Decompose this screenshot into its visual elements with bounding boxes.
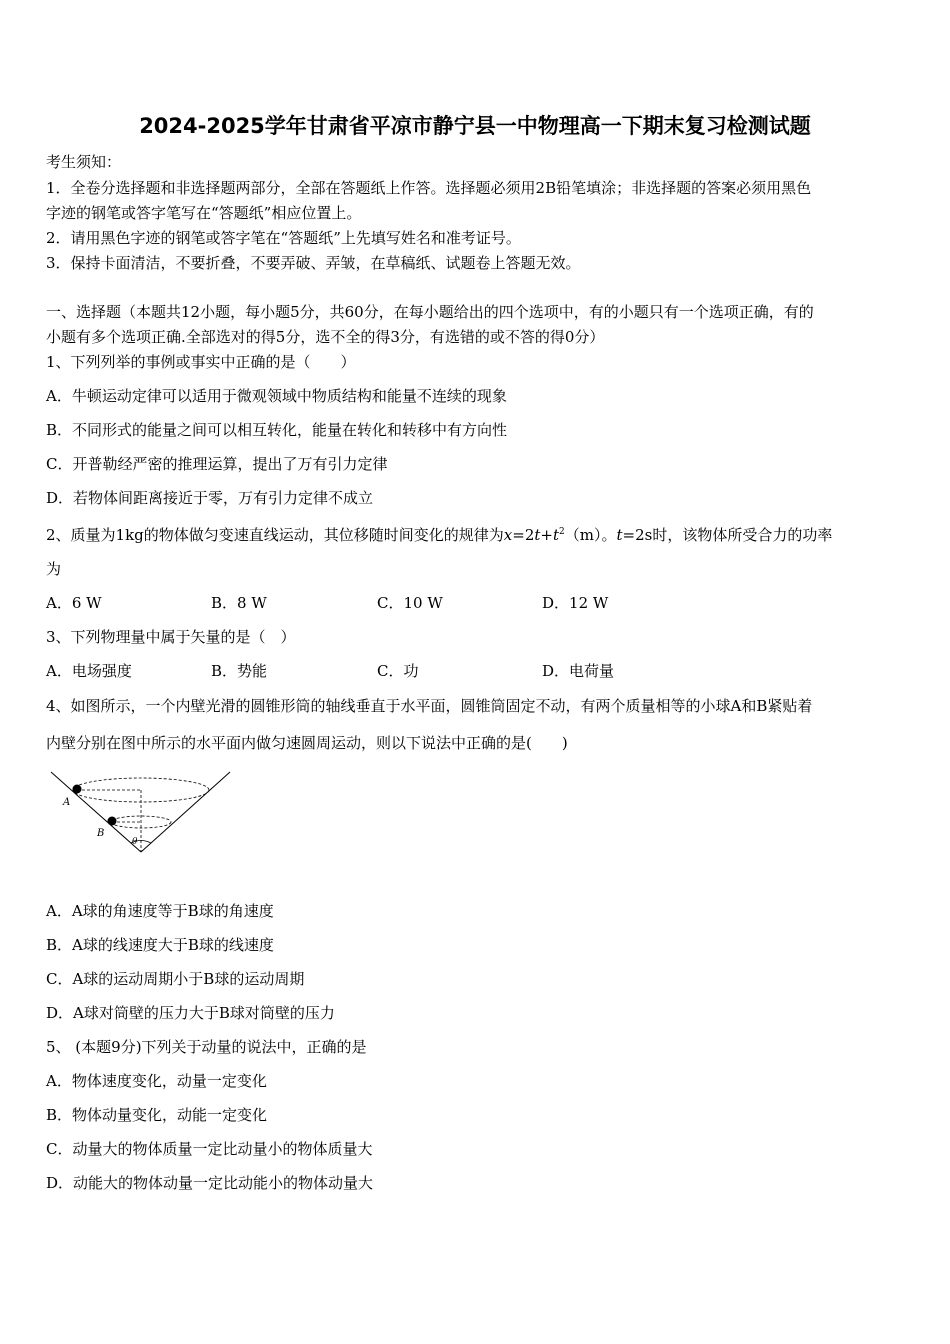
q5-option-a: A．物体速度变化，动量一定变化 (46, 1072, 267, 1090)
q3-option-a: A．电场强度 (46, 662, 132, 680)
notice-item-1a: 1．全卷分选择题和非选择题两部分，全部在答题纸上作答。选择题必须用2B铅笔填涂；非选择题的答案必须用黑色 (46, 179, 812, 197)
q4-option-d: D．A球对筒壁的压力大于B球对筒壁的压力 (46, 1004, 335, 1022)
q4-stem-a: 4、如图所示，一个内壁光滑的圆锥形筒的轴线垂直于水平面，圆锥筒固定不动，有两个质量相等的小球A和B紧贴着 (46, 697, 813, 715)
q4-option-b: B．A球的线速度大于B球的线速度 (46, 936, 274, 954)
cone-wall-left (51, 772, 141, 852)
notice-item-2: 2．请用黑色字迹的钢笔或答字笔在“答题纸”上先填写姓名和准考证号。 (46, 229, 521, 247)
label-b: B (97, 828, 105, 839)
notice-heading: 考生须知： (46, 153, 122, 171)
q3-option-c: C．功 (377, 662, 419, 680)
page-title: 2024-2025学年甘肃省平凉市静宁县一中物理高一下期末复习检测试题 (139, 114, 811, 138)
q2-formula-x: x (503, 526, 513, 544)
q2-formula-eq: =2 (512, 526, 535, 544)
q4-option-c: C．A球的运动周期小于B球的运动周期 (46, 970, 305, 988)
q1-option-a: A．牛顿运动定律可以适用于微观领域中物质结构和能量不连续的现象 (46, 387, 507, 405)
q2-stem (46, 522, 832, 545)
q2-stem-t: t (616, 526, 623, 544)
cone-diagram (46, 768, 236, 858)
q1-stem: 1、下列列举的事例或事实中正确的是（ ） (46, 353, 356, 371)
q5-option-c: C．动量大的物体质量一定比动量小的物体质量大 (46, 1140, 373, 1158)
q4-option-a: A．A球的角速度等于B球的角速度 (46, 902, 274, 920)
cone-wall-right (141, 772, 230, 852)
q2-option-b: B．8 W (211, 594, 267, 612)
q2-formula-t1: t (534, 526, 541, 544)
q2-stem-part-c: =2s时，该物体所受合力的功率 (622, 526, 833, 544)
q2-formula-exponent: 2 (559, 527, 565, 537)
q2-option-a: A．6 W (46, 594, 102, 612)
ball-a (73, 785, 82, 794)
q1-option-c: C．开普勒经严密的推理运算，提出了万有引力定律 (46, 455, 388, 473)
q1-option-b: B．不同形式的能量之间可以相互转化，能量在转化和转移中有方向性 (46, 421, 508, 439)
q2-option-c: C．10 W (377, 594, 443, 612)
q5-stem: 5、 (本题9分)下列关于动量的说法中，正确的是 (46, 1038, 367, 1056)
q2-formula-t2: t (553, 526, 560, 544)
label-theta: θ (132, 837, 138, 847)
notice-item-3: 3．保持卡面清洁，不要折叠，不要弄破、弄皱，在草稿纸、试题卷上答题无效。 (46, 254, 581, 272)
q2-stem-cont: 为 (46, 560, 62, 578)
q2-stem-part-b: （m）。 (564, 526, 617, 544)
q5-option-d: D．动能大的物体动量一定比动能小的物体动量大 (46, 1174, 374, 1192)
q4-stem-b: 内壁分别在图中所示的水平面内做匀速圆周运动，则以下说法中正确的是( ) (46, 734, 568, 752)
q3-option-b: B．势能 (211, 662, 268, 680)
q2-option-d: D．12 W (542, 594, 609, 612)
q2-stem-part-a: 2、质量为1kg的物体做匀变速直线运动，其位移随时间变化的规律为 (46, 526, 504, 544)
q3-stem: 3、下列物理量中属于矢量的是（ ） (46, 628, 296, 646)
ball-b (108, 817, 117, 826)
section-intro-1: 一、选择题（本题共12小题，每小题5分，共60分，在每小题给出的四个选项中，有的小题只有一个选项正确，有的 (46, 303, 814, 321)
section-intro-2: 小题有多个选项正确.全部选对的得5分，选不全的得3分，有选错的或不答的得0分） (46, 328, 605, 346)
notice-item-1b: 字迹的钢笔或答字笔写在“答题纸”相应位置上。 (46, 204, 362, 222)
label-a: A (63, 797, 71, 808)
q3-option-d: D．电荷量 (542, 662, 615, 680)
q1-option-d: D．若物体间距离接近于零，万有引力定律不成立 (46, 489, 374, 507)
q5-option-b: B．物体动量变化，动能一定变化 (46, 1106, 268, 1124)
q2-formula-plus: + (540, 526, 553, 544)
